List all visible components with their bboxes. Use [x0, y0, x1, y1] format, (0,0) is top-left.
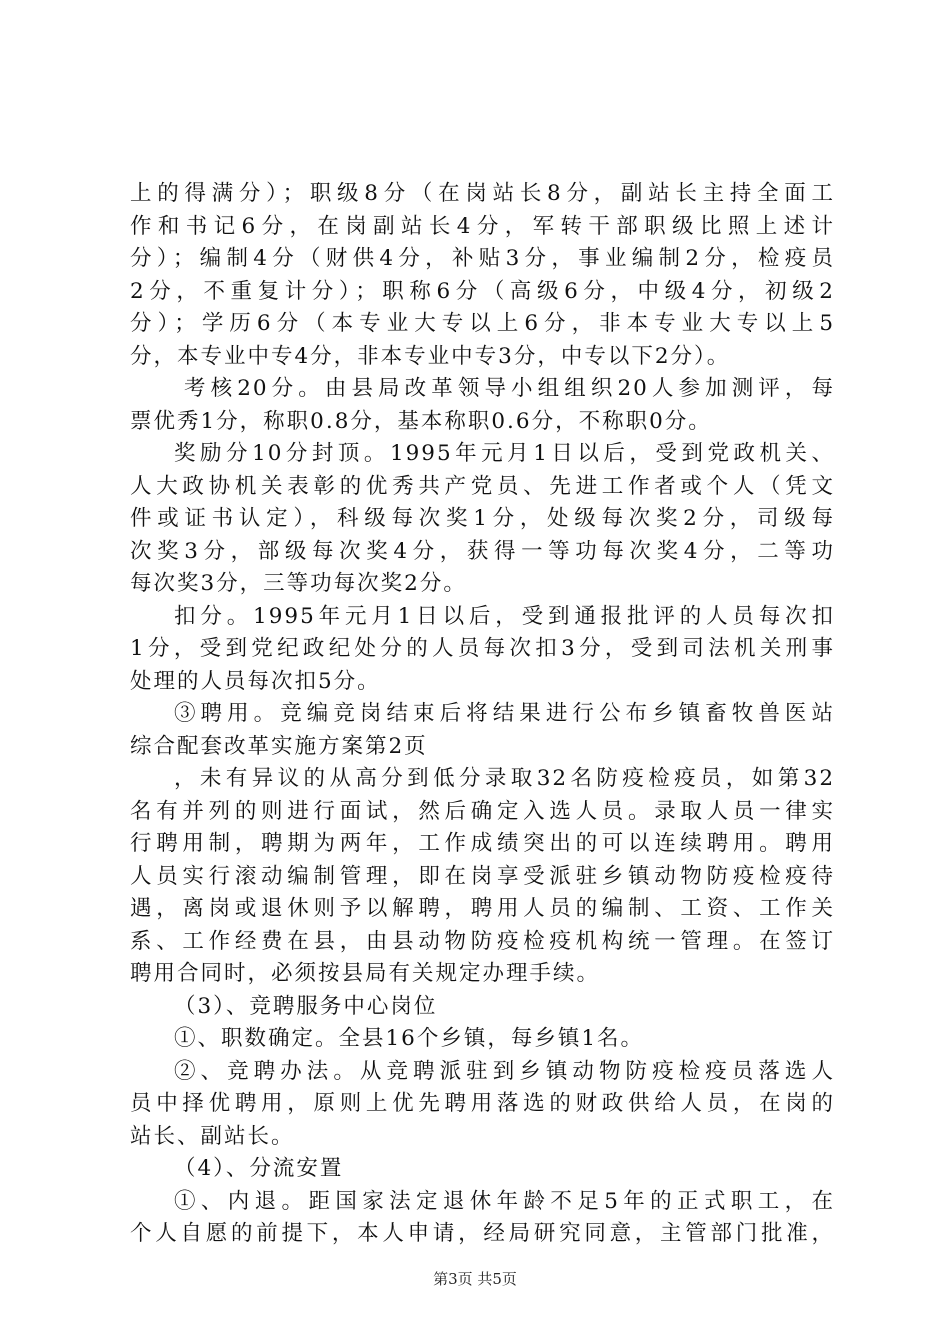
text-line: 个人自愿的前提下，本人申请，经局研究同意，主管部门批准，	[130, 1221, 835, 1246]
text-line: 次奖3分，部级每次奖4分，获得一等功每次奖4分，二等功	[130, 538, 835, 564]
text-line: 件或证书认定），科级每次奖1分，处级每次奖2分，司级每	[130, 506, 835, 531]
text-line: 站长、副站长。	[130, 1123, 295, 1149]
text-line: 每次奖3分，三等功每次奖2分。	[130, 571, 467, 596]
text-line: 分）；编制4分（财供4分，补贴3分，事业编制2分，检疫员	[130, 246, 835, 271]
text-line: 奖励分10分封顶。1995年元月1日以后，受到党政机关、	[174, 441, 835, 466]
text-line: 1分，受到党纪政纪处分的人员每次扣3分，受到司法机关刑事	[130, 636, 835, 661]
text-line: 综合配套改革实施方案第2页	[130, 733, 428, 759]
text-line: 名有并列的则进行面试，然后确定入选人员。录取人员一律实	[130, 798, 835, 824]
text-line: ③聘用。竞编竞岗结束后将结果进行公布乡镇畜牧兽医站	[174, 701, 835, 726]
page-number-footer: 第3页 共5页	[433, 1270, 517, 1288]
text-line: 上的得满分）；职级8分（在岗站长8分，副站长主持全面工	[130, 181, 835, 206]
text-line: 人大政协机关表彰的优秀共产党员、先进工作者或个人（凭文	[130, 473, 835, 499]
section-heading: （3）、竞聘服务中心岗位	[174, 993, 438, 1019]
text-line: 行聘用制，聘期为两年，工作成绩突出的可以连续聘用。聘用	[130, 831, 835, 856]
text-line: 分，本专业中专4分，非本专业中专3分，中专以下2分）。	[130, 343, 731, 369]
text-line: 2分，不重复计分）；职称6分（高级6分，中级4分，初级2	[130, 278, 835, 304]
text-line: 扣分。1995年元月1日以后，受到通报批评的人员每次扣	[174, 603, 835, 629]
text-line: 系、工作经费在县，由县动物防疫检疫机构统一管理。在签订	[130, 928, 835, 954]
text-line: 作和书记6分，在岗副站长4分，军转干部职级比照上述计	[130, 213, 835, 239]
text-line: 考核20分。由县局改革领导小组组织20人参加测评，每	[184, 376, 835, 401]
document-body	[130, 178, 835, 1251]
text-line: ，未有异议的从高分到低分录取32名防疫检疫员，如第32	[174, 766, 835, 791]
text-line: 员中择优聘用，原则上优先聘用落选的财政供给人员，在岗的	[130, 1091, 835, 1116]
section-heading: （4）、分流安置	[174, 1156, 344, 1181]
text-line: 聘用合同时，必须按县局有关规定办理手续。	[130, 961, 601, 986]
text-line: 票优秀1分，称职0.8分，基本称职0.6分，不称职0分。	[130, 408, 712, 434]
text-line: 遇，离岗或退休则予以解聘，聘用人员的编制、工资、工作关	[130, 896, 835, 921]
text-line: ①、内退。距国家法定退休年龄不足5年的正式职工，在	[174, 1188, 835, 1214]
text-line: 分）；学历6分（本专业大专以上6分，非本专业大专以上5	[130, 311, 835, 336]
text-line: ①、职数确定。全县16个乡镇，每乡镇1名。	[174, 1026, 645, 1051]
text-line: ②、竞聘办法。从竞聘派驻到乡镇动物防疫检疫员落选人	[174, 1058, 835, 1084]
text-line: 人员实行滚动编制管理，即在岗享受派驻乡镇动物防疫检疫待	[130, 863, 835, 889]
text-line: 处理的人员每次扣5分。	[130, 668, 381, 694]
